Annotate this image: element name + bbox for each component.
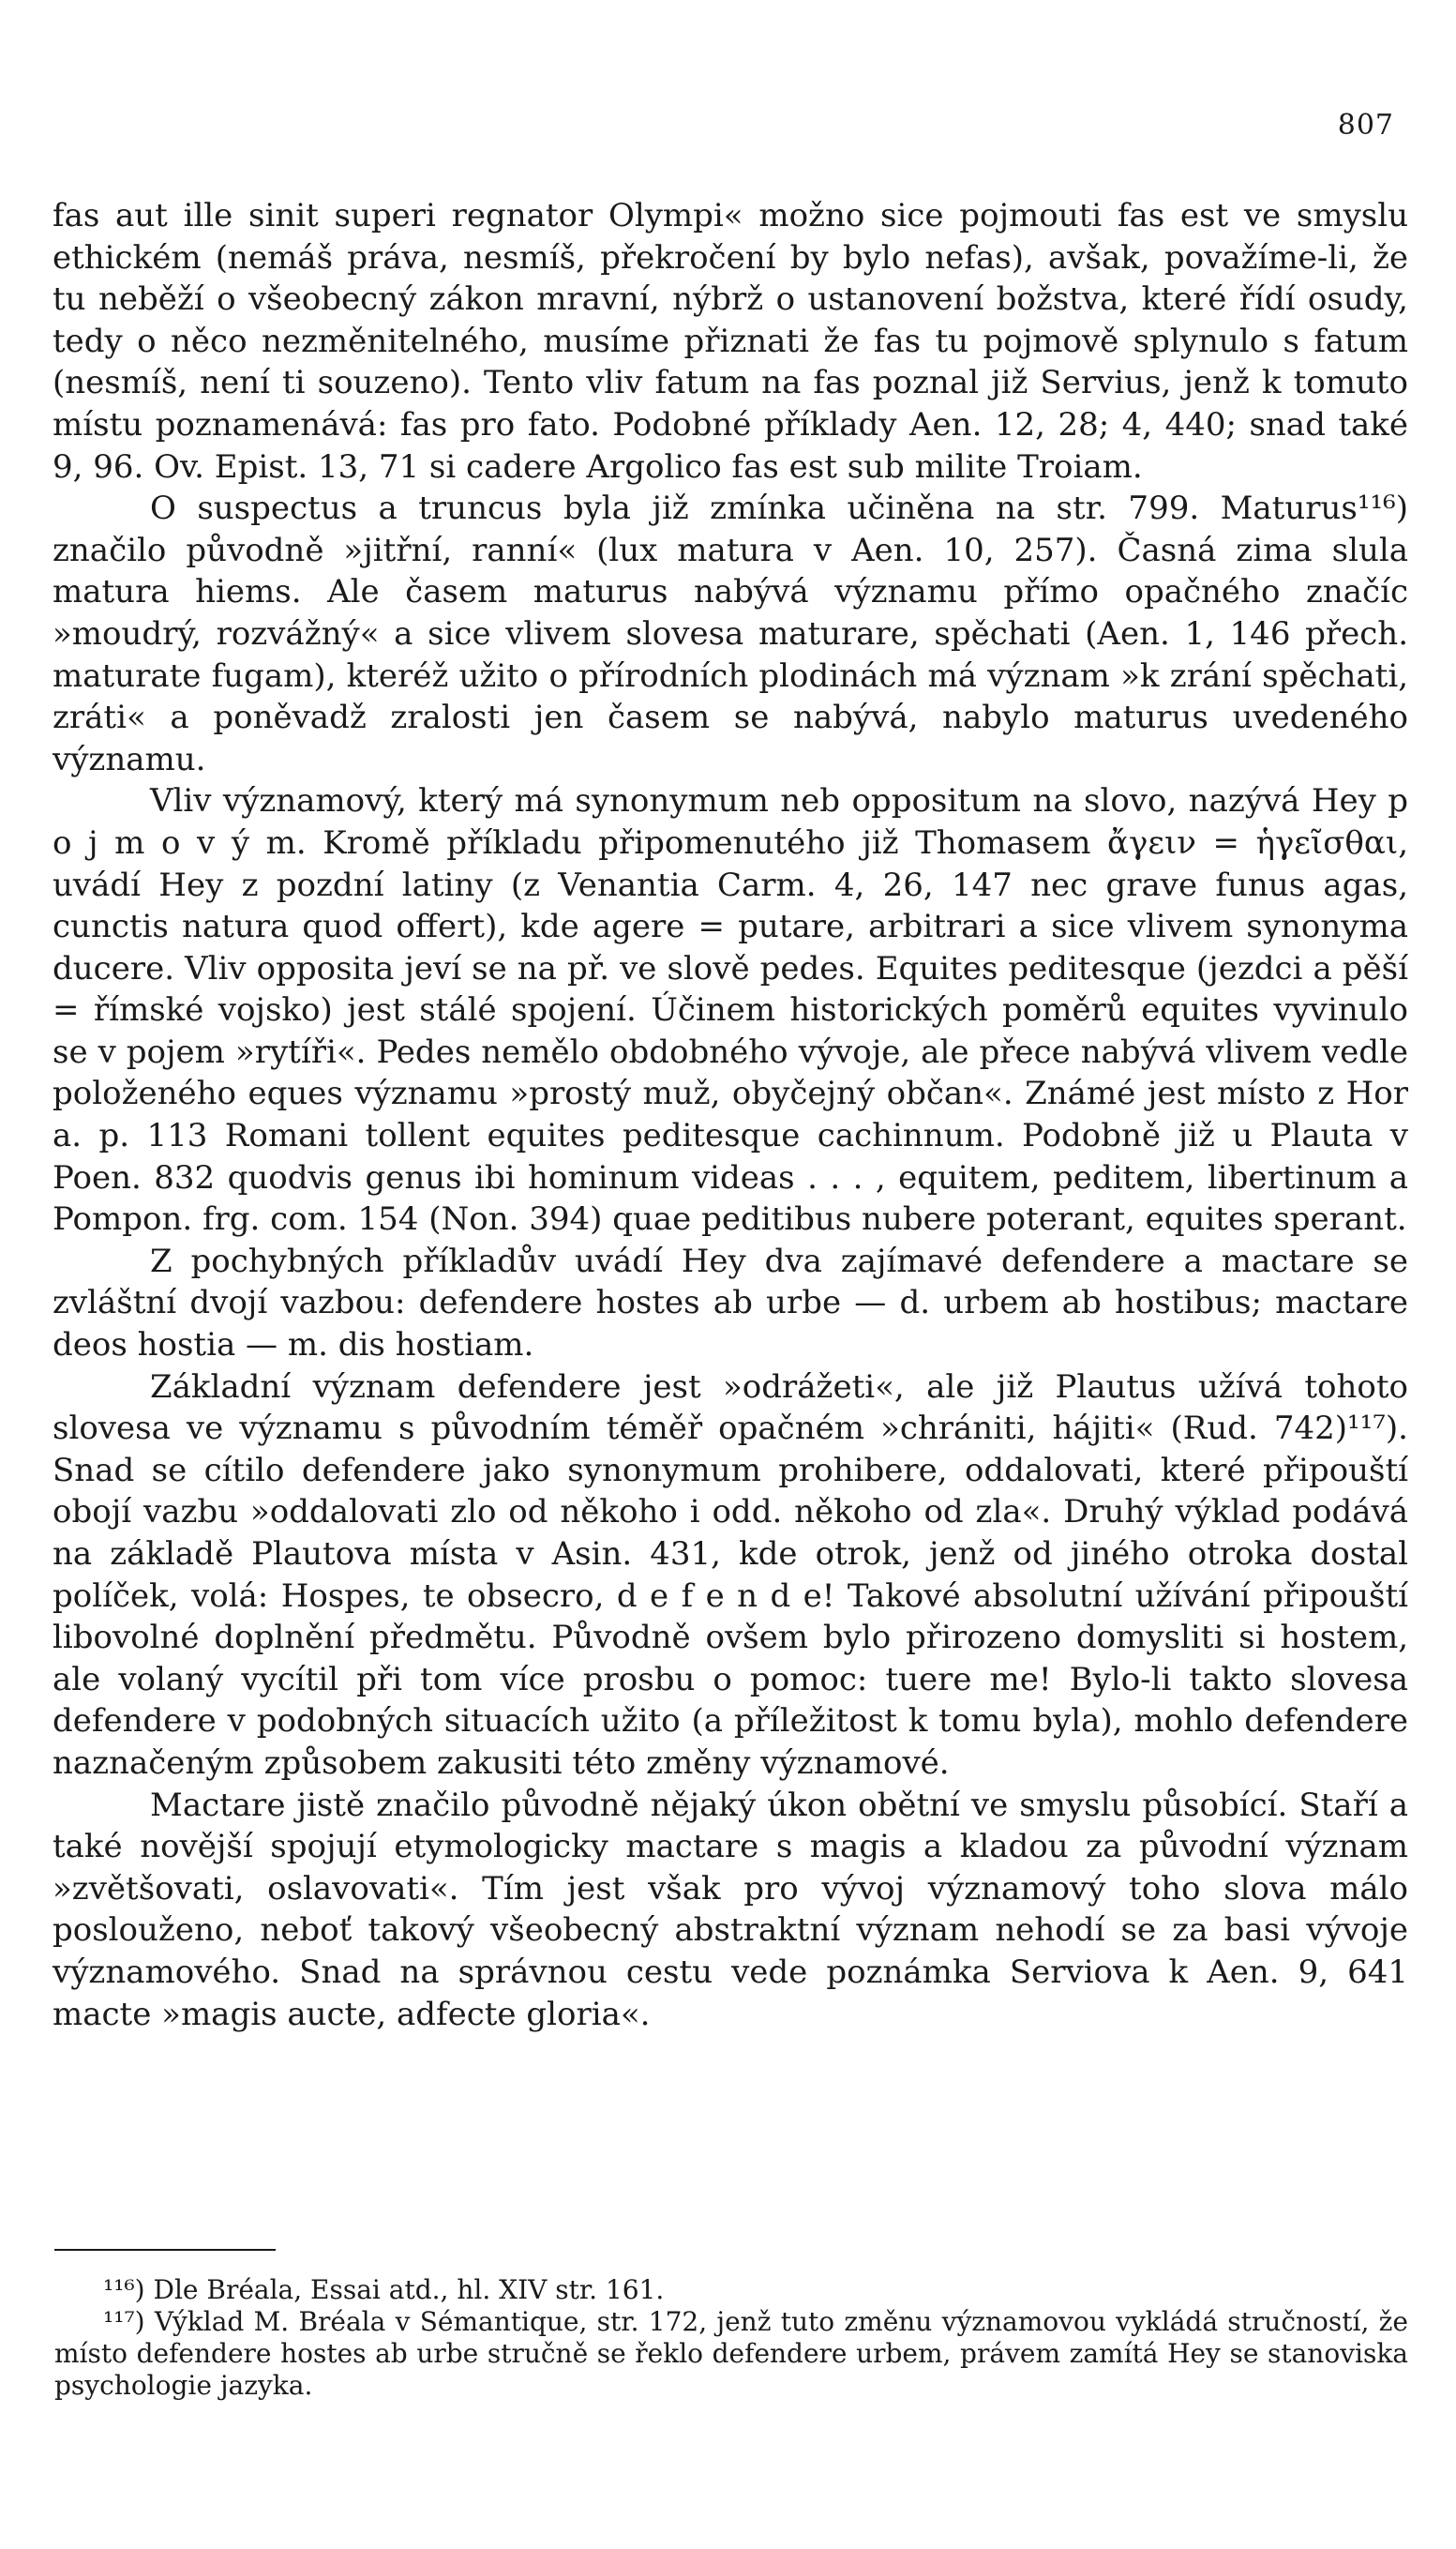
paragraph-mactare: Mactare jistě značilo původně nějaký úkon obětní ve smyslu působící. Staří a také novější spojují etymologicky mactare s magis a kladou za původní význam »zvětšovati, oslavovati«. Tím jest však pro vývoj významový toho slova málo poslouženo, neboť takový všeobecný abstraktní význam nehodí se za basi vývoje významového. Snad na správnou cestu vede poznámka Serviova k Aen. 9, 641 macte »magis aucte, adfecte gloria«. [53, 1786, 1408, 2033]
footnote-117: ¹¹⁷) Výklad M. Bréala v Sémantique, str. 172, jenž tuto změnu významovou vykládá stručností, že místo defendere hostes ab urbe stručně se řeklo defendere urbem, právem zamítá Hey se stanoviska psychologie jazyka. [54, 2306, 1408, 2401]
footnote-divider [54, 2249, 276, 2251]
page-number: 807 [1337, 109, 1394, 142]
footnotes [54, 2274, 1408, 2402]
paragraph-pojmovy-vliv: Vliv významový, který má synonymum neb oppositum na slovo, nazývá Hey p o j m o v ý m. Kromě příkladu připomenutého již Thomasem ἄγειν = ἡγεῖσθαι, uvádí Hey z pozdní latiny (z Venantia Carm. 4, 26, 147 nec grave funus agas, cunctis natura quod offert), kde agere = putare, arbitrari a sice vlivem synonyma ducere. Vliv opposita jeví se na př. ve slově pedes. Equites peditesque (jezdci a pěší = římské vojsko) jest stálé spojení. Účinem historických poměrů equites vyvinulo se v pojem »rytíři«. Pedes nemělo obdobného vývoje, ale přece nabývá vlivem vedle položeného eques významu »prostý muž, obyčejný občan«. Známé jest místo z Hor a. p. 113 Romani tollent equites peditesque cachinnum. Podobně již u Plauta v Poen. 832 quodvis genus ibi hominum videas . . . , equitem, peditem, libertinum a Pompon. frg. com. 154 (Non. 394) quae peditibus nubere poterant, equites sperant. [53, 782, 1408, 1239]
paragraph-maturus: O suspectus a truncus byla již zmínka učiněna na str. 799. Maturus¹¹⁶) značilo původně »jitřní, ranní« (lux matura v Aen. 10, 257). Časná zima slula matura hiems. Ale časem maturus nabývá významu přímo opačného značíc »moudrý, rozvážný« a sice vlivem slovesa maturare, spěchati (Aen. 1, 146 přech. maturate fugam), kteréž užito o přírodních plodinách má význam »k zrání spěchati, zráti« a poněvadž zralosti jen časem se nabývá, nabylo maturus uvedeného významu. [53, 490, 1408, 778]
main-text [53, 195, 1408, 2035]
paragraph-defendere: Základní význam defendere jest »odrážeti«, ale již Plautus užívá tohoto slovesa ve významu s původním téměř opačném »chrániti, hájiti« (Rud. 742)¹¹⁷). Snad se cítilo defendere jako synonymum prohibere, oddalovati, které připouští obojí vazbu »oddalovati zlo od někoho i odd. někoho od zla«. Druhý výklad podává na základě Plautova místa v Asin. 431, kde otrok, jenž od jiného otroka dostal políček, volá: Hospes, te obsecro, d e f e n d e! Takové absolutní užívání připouští libovolné doplnění předmětu. Původně ovšem bylo přirozeno domysliti si hostem, ale volaný vycítil při tom více prosbu o pomoc: tuere me! Bylo-li takto slovesa defendere v podobných situacích užito (a příležitost k tomu byla), mohlo defendere naznačeným způsobem zakusiti této změny významové. [53, 1367, 1408, 1782]
footnote-116: ¹¹⁶) Dle Bréala, Essai atd., hl. XIV str. 161. [103, 2274, 665, 2305]
paragraph-pochybne-priklady: Z pochybných příkladův uvádí Hey dva zajímavé defendere a mactare se zvláštní dvojí vazbou: defendere hostes ab urbe — d. urbem ab hostibus; mactare deos hostia — m. dis hostiam. [53, 1242, 1408, 1365]
paragraph-fas-fatum: fas aut ille sinit superi regnator Olympi« možno sice pojmouti fas est ve smyslu ethickém (nemáš práva, nesmíš, překročení by bylo nefas), avšak, považíme-li, že tu neběží o všeobecný zákon mravní, nýbrž o ustanovení božstva, které řídí osudy, tedy o něco nezměnitelného, musíme přiznati že fas tu pojmově splynulo s fatum (nesmíš, není ti souzeno). Tento vliv fatum na fas poznal již Servius, jenž k tomuto místu poznamenává: fas pro fato. Podobné příklady Aen. 12, 28; 4, 440; snad také 9, 96. Ov. Epist. 13, 71 si cadere Argolico fas est sub milite Troiam. [53, 197, 1408, 486]
